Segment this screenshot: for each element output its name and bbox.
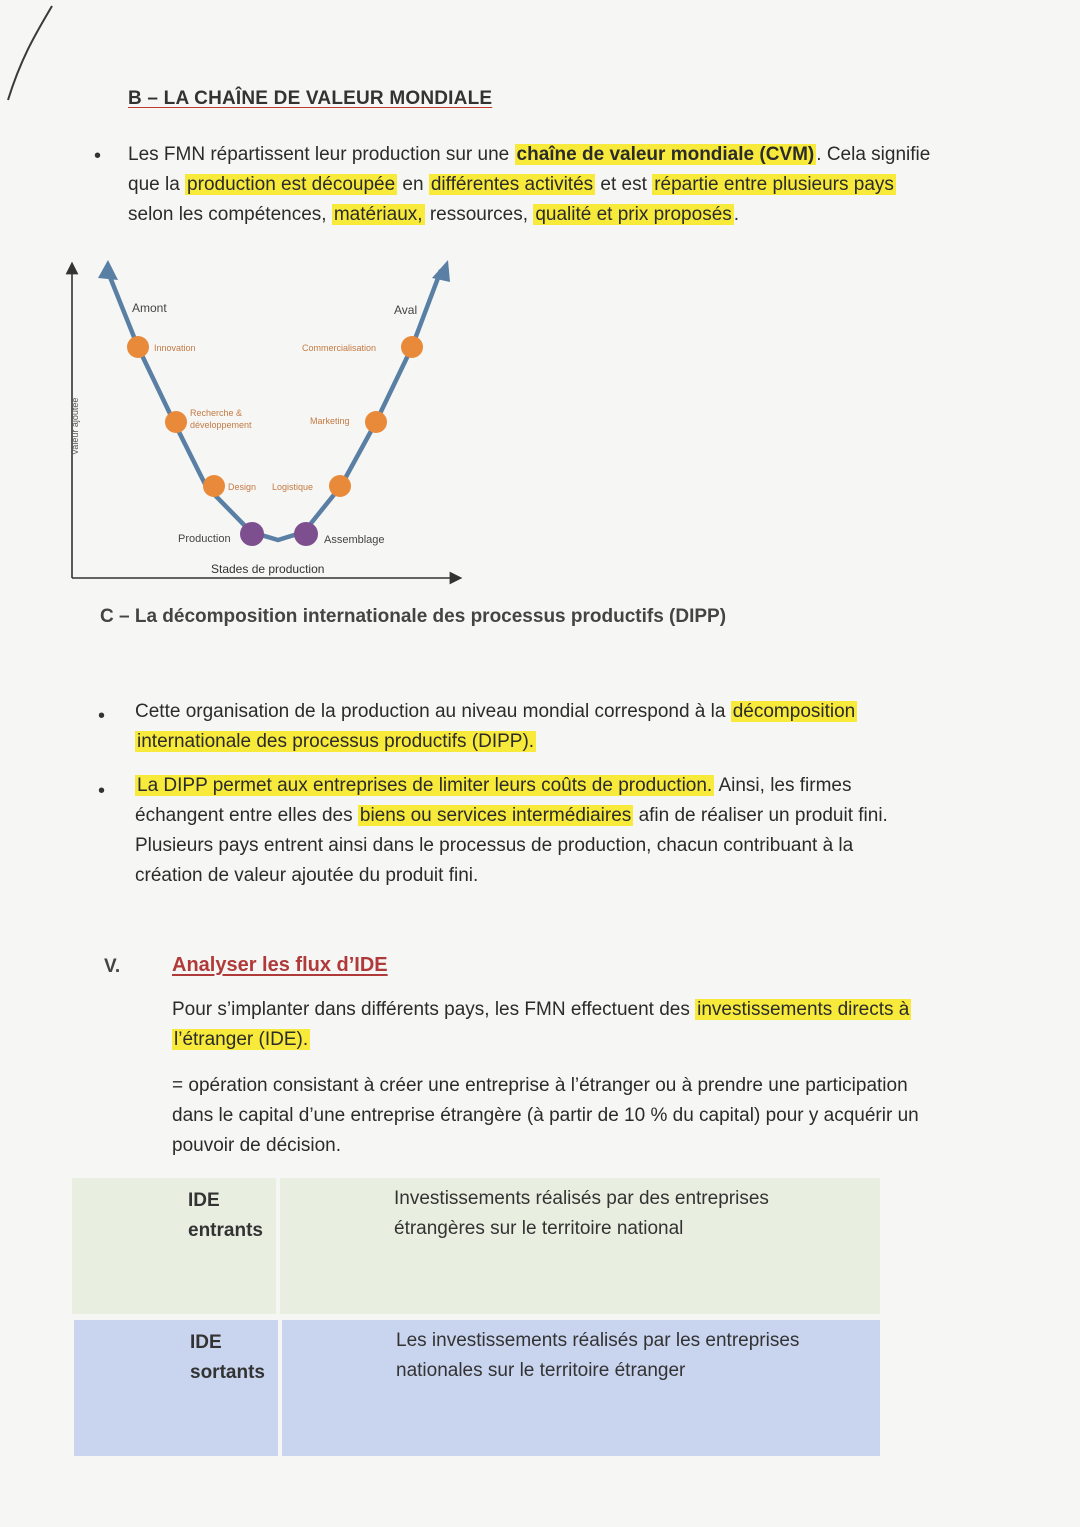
highlight: La DIPP permet aux entreprises de limiter leurs coûts de production. [137, 775, 713, 796]
dot-commercialisation [401, 336, 423, 358]
section-c-bullet-1 [135, 697, 935, 757]
label-design: Design [228, 482, 257, 492]
highlight: investissements directs à [697, 999, 910, 1020]
dot-rd [165, 411, 187, 433]
dot-production [240, 522, 264, 546]
text: et est [595, 174, 653, 195]
highlight: biens ou services intermédiaires [359, 805, 632, 826]
table-row-ide-entrants [72, 1178, 880, 1314]
dot-assemblage [294, 522, 318, 546]
text: dans le capital d’une entreprise étrangère (à partir de 10 % du capital) pour y acquérir un [172, 1105, 919, 1126]
text: Les investissements réalisés par les entreprises [396, 1330, 800, 1351]
text: Ainsi, les firmes [714, 775, 852, 796]
dot-logistique [329, 475, 351, 497]
cell-definition [396, 1326, 799, 1386]
highlight: répartie entre plusieurs pays [654, 174, 894, 195]
text: Cette organisation de la production au niveau mondial correspond à la [135, 701, 731, 722]
highlight-cvm: chaîne de valeur mondiale (CVM) [516, 144, 815, 165]
text: Plusieurs pays entrent ainsi dans le processus de production, chacun contribuant à la [135, 835, 854, 856]
text: Investissements réalisés par des entreprises [394, 1188, 769, 1209]
bullet: • [94, 145, 102, 167]
text: = opération consistant à créer une entreprise à l’étranger ou à prendre une participation [172, 1075, 908, 1096]
text: entrants [188, 1220, 263, 1241]
section-c-bullet-2 [135, 771, 935, 891]
text: Pour s’implanter dans différents pays, les FMN effectuent des [172, 999, 696, 1020]
text: étrangères sur le territoire national [394, 1218, 684, 1239]
text: sortants [190, 1362, 265, 1383]
label-innovation: Innovation [154, 343, 196, 353]
text: ressources, [424, 204, 534, 225]
cell-label [188, 1186, 263, 1246]
highlight: l’étranger (IDE). [174, 1029, 309, 1050]
section-b-paragraph [128, 140, 958, 230]
text: afin de réaliser un produit fini. [633, 805, 888, 826]
right-arrowhead-icon [432, 260, 450, 282]
text: . Cela signifie [816, 144, 931, 165]
label-assemblage: Assemblage [324, 534, 385, 546]
text: échangent entre elles des [135, 805, 358, 826]
label-commercialisation: Commercialisation [302, 343, 377, 353]
text: que la [128, 174, 186, 195]
text: selon les compétences, [128, 204, 332, 225]
label-marketing: Marketing [310, 416, 350, 426]
label-rd-2: développement [190, 420, 252, 430]
bullet: • [98, 705, 106, 727]
section-v-heading: Analyser les flux d’IDE [172, 954, 388, 976]
column-divider [276, 1178, 280, 1314]
highlight: décomposition [732, 701, 856, 722]
cell-definition [394, 1184, 769, 1244]
column-divider [278, 1320, 282, 1456]
text: . [733, 204, 740, 225]
highlight: internationale des processus productifs (DIPP). [137, 731, 535, 752]
ide-table [72, 1178, 880, 1458]
label-aval: Aval [394, 303, 418, 317]
section-v-intro [172, 995, 962, 1055]
label-amont: Amont [132, 301, 167, 315]
y-axis-label: Valeur ajoutée [70, 397, 80, 455]
cell-label [190, 1328, 265, 1388]
section-c-heading: C – La décomposition internationale des processus productifs (DIPP) [100, 606, 727, 627]
highlight: qualité et prix proposés [535, 204, 732, 225]
label-rd-1: Recherche & [190, 408, 243, 418]
table-row-ide-sortants [74, 1320, 880, 1456]
text: Les FMN répartissent leur production sur une [128, 144, 515, 165]
label-logistique: Logistique [272, 482, 314, 492]
x-axis-label: Stades de production [211, 562, 325, 576]
highlight: production est découpée [187, 174, 396, 195]
value-chain-diagram [56, 250, 476, 595]
highlight: matériaux, [333, 204, 423, 225]
text: IDE [188, 1190, 220, 1211]
pen-stroke [0, 0, 70, 110]
label-production: Production [178, 533, 231, 545]
section-v-number: V. [104, 956, 121, 977]
dot-marketing [365, 411, 387, 433]
section-v-definition [172, 1071, 972, 1161]
dot-innovation [127, 336, 149, 358]
text: IDE [190, 1332, 222, 1353]
bullet: • [98, 780, 106, 802]
section-b-heading: B – LA CHAÎNE DE VALEUR MONDIALE [128, 88, 493, 109]
text: création de valeur ajoutée du produit fini. [135, 865, 479, 886]
left-arrowhead-icon [98, 260, 118, 280]
text: en [397, 174, 429, 195]
dot-design [203, 475, 225, 497]
text: nationales sur le territoire étranger [396, 1360, 686, 1381]
text: pouvoir de décision. [172, 1135, 341, 1156]
highlight: différentes activités [430, 174, 594, 195]
